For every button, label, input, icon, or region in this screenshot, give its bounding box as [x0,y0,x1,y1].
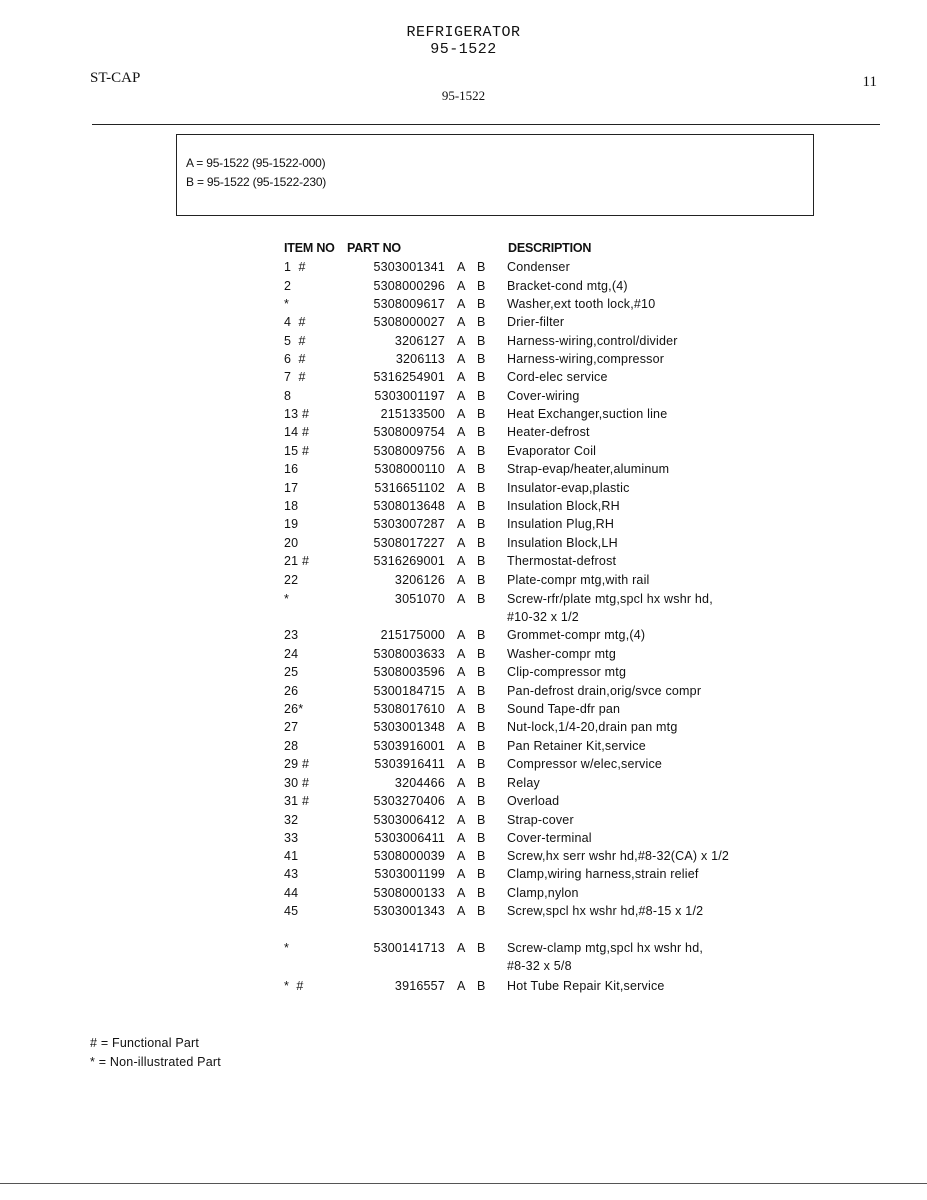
description-cell: Relay [507,776,540,790]
model-a-flag: A [457,776,466,790]
model-a-flag: A [457,444,466,458]
model-a-flag: A [457,794,466,808]
model-a-flag: A [457,904,466,918]
model-b-flag: B [477,776,486,790]
model-key-b: B = 95-1522 (95-1522-230) [186,175,327,189]
description-cell: Hot Tube Repair Kit,service [507,979,665,993]
table-row [0,370,927,388]
part-no-cell: 3051070 [394,592,445,606]
item-no-cell: 22 [284,573,299,587]
legend-non-illustrated-part: * = Non-illustrated Part [90,1055,221,1069]
description-cell: Washer-compr mtg [507,647,617,661]
part-no-cell: 5303916001 [373,739,445,753]
description-cell: Screw-clamp mtg,spcl hx wshr hd, [507,941,704,955]
table-row [0,867,927,885]
model-b-flag: B [477,904,486,918]
description-cell-continued: #8-32 x 5/8 [507,959,572,973]
item-no-cell: 28 [284,739,299,753]
item-no-cell: 13 # [284,407,310,421]
model-a-flag: A [457,481,466,495]
item-no-cell: 27 [284,720,299,734]
model-b-flag: B [477,279,486,293]
model-a-flag: A [457,334,466,348]
model-b-flag: B [477,573,486,587]
model-b-flag: B [477,867,486,881]
table-row [0,315,927,333]
part-no-cell: 3204466 [394,776,445,790]
table-row [0,444,927,462]
description-cell-continued: #10-32 x 1/2 [507,610,579,624]
column-header-part-no: PART NO [347,241,401,255]
table-row [0,794,927,812]
part-no-cell: 5303006412 [373,813,445,827]
part-no-cell: 5300141713 [373,941,445,955]
model-a-flag: A [457,536,466,550]
table-row [0,904,927,922]
model-b-flag: B [477,684,486,698]
table-row [0,647,927,665]
part-no-cell: 3206127 [394,334,445,348]
model-a-flag: A [457,462,466,476]
description-cell: Strap-cover [507,813,574,827]
table-row [0,628,927,646]
item-no-cell: 30 # [284,776,310,790]
item-no-cell: * [284,297,290,311]
description-cell: Compressor w/elec,service [507,757,663,771]
model-b-flag: B [477,794,486,808]
model-a-flag: A [457,554,466,568]
table-row [0,389,927,407]
model-a-flag: A [457,867,466,881]
item-no-cell: 7 # [284,370,306,384]
part-no-cell: 5303001348 [373,720,445,734]
part-no-cell: 5303001199 [374,867,445,881]
model-b-flag: B [477,979,486,993]
description-cell: Insulator-evap,plastic [507,481,630,495]
description-cell: Clamp,nylon [507,886,579,900]
table-row [0,481,927,499]
table-row [0,776,927,794]
item-no-cell: 25 [284,665,299,679]
item-no-cell: 41 [284,849,299,863]
description-cell: Insulation Plug,RH [507,517,615,531]
item-no-cell: 23 [284,628,299,642]
item-no-cell: 19 [284,517,299,531]
column-header-description: DESCRIPTION [508,241,592,255]
part-no-cell: 5316651102 [374,481,445,495]
model-b-flag: B [477,665,486,679]
item-no-cell: 15 # [284,444,310,458]
description-cell: Heater-defrost [507,425,590,439]
description-cell: Clamp,wiring harness,strain relief [507,867,699,881]
description-cell: Nut-lock,1/4-20,drain pan mtg [507,720,678,734]
part-no-cell: 5303270406 [373,794,445,808]
table-row [0,941,927,973]
item-no-cell: 2 [284,279,292,293]
model-b-flag: B [477,941,486,955]
model-a-flag: A [457,739,466,753]
part-no-cell: 5316254901 [373,370,445,384]
description-cell: Cover-terminal [507,831,592,845]
footer-divider [0,1183,927,1184]
section-code: ST-CAP [90,70,141,86]
description-cell: Screw,hx serr wshr hd,#8-32(CA) x 1/2 [507,849,730,863]
part-no-cell: 5308017227 [373,536,445,550]
part-no-cell: 215175000 [380,628,445,642]
model-b-flag: B [477,370,486,384]
part-no-cell: 5300184715 [373,684,445,698]
part-no-cell: 5308000110 [374,462,445,476]
table-row [0,720,927,738]
item-no-cell: 29 # [284,757,310,771]
part-no-cell: 5303006411 [374,831,445,845]
item-no-cell: 4 # [284,315,306,329]
table-row [0,499,927,517]
model-b-flag: B [477,554,486,568]
part-no-cell: 5308017610 [373,702,445,716]
part-no-cell: 5308003633 [373,647,445,661]
table-row [0,979,927,997]
part-no-cell: 3916557 [394,979,445,993]
item-no-cell: 44 [284,886,299,900]
item-no-cell: 16 [284,462,299,476]
description-cell: Screw-rfr/plate mtg,spcl hx wshr hd, [507,592,713,606]
description-cell: Harness-wiring,compressor [507,352,665,366]
model-b-flag: B [477,757,486,771]
table-row [0,462,927,480]
model-b-flag: B [477,849,486,863]
table-row [0,352,927,370]
table-row [0,757,927,775]
model-a-flag: A [457,260,466,274]
model-a-flag: A [457,573,466,587]
table-row [0,554,927,572]
description-cell: Strap-evap/heater,aluminum [507,462,670,476]
table-row [0,665,927,683]
table-row [0,425,927,443]
description-cell: Clip-compressor mtg [507,665,627,679]
model-b-flag: B [477,831,486,845]
table-row [0,739,927,757]
description-cell: Washer,ext tooth lock,#10 [507,297,656,311]
model-a-flag: A [457,702,466,716]
part-no-cell: 5308000039 [373,849,445,863]
column-header-item-no: ITEM NO [284,241,335,255]
model-b-flag: B [477,481,486,495]
model-a-flag: A [457,647,466,661]
model-a-flag: A [457,886,466,900]
item-no-cell: * [284,941,290,955]
description-cell: Grommet-compr mtg,(4) [507,628,646,642]
model-a-flag: A [457,813,466,827]
table-row [0,407,927,425]
item-no-cell: 21 # [284,554,310,568]
part-no-cell: 215133500 [380,407,445,421]
part-no-cell: 5308009754 [373,425,445,439]
model-b-flag: B [477,444,486,458]
description-cell: Overload [507,794,560,808]
model-b-flag: B [477,425,486,439]
part-no-cell: 3206113 [395,352,445,366]
model-a-flag: A [457,831,466,845]
part-no-cell: 5303001341 [373,260,445,274]
model-b-flag: B [477,628,486,642]
model-b-flag: B [477,297,486,311]
model-b-flag: B [477,739,486,753]
model-a-flag: A [457,517,466,531]
description-cell: Insulation Block,LH [507,536,618,550]
document-subtitle: 95-1522 [430,41,497,58]
model-a-flag: A [457,941,466,955]
model-b-flag: B [477,407,486,421]
model-b-flag: B [477,499,486,513]
model-a-flag: A [457,757,466,771]
description-cell: Cover-wiring [507,389,580,403]
part-no-cell: 5308000027 [373,315,445,329]
item-no-cell: 14 # [284,425,310,439]
table-row [0,849,927,867]
model-b-flag: B [477,315,486,329]
model-b-flag: B [477,462,486,476]
model-b-flag: B [477,389,486,403]
legend-functional-part: # = Functional Part [90,1036,200,1050]
model-a-flag: A [457,979,466,993]
model-b-flag: B [477,720,486,734]
description-cell: Screw,spcl hx wshr hd,#8-15 x 1/2 [507,904,704,918]
item-no-cell: 6 # [284,352,306,366]
description-cell: Sound Tape-dfr pan [507,702,621,716]
part-no-cell: 5308009756 [373,444,445,458]
model-b-flag: B [477,813,486,827]
table-row [0,573,927,591]
model-a-flag: A [457,499,466,513]
model-a-flag: A [457,665,466,679]
description-cell: Pan Retainer Kit,service [507,739,646,753]
part-no-cell: 5308000133 [373,886,445,900]
description-cell: Condenser [507,260,570,274]
description-cell: Evaporator Coil [507,444,597,458]
description-cell: Drier-filter [507,315,565,329]
model-b-flag: B [477,702,486,716]
item-no-cell: * [284,592,290,606]
model-b-flag: B [477,536,486,550]
description-cell: Plate-compr mtg,with rail [507,573,650,587]
model-a-flag: A [457,684,466,698]
table-row [0,592,927,624]
item-no-cell: * # [284,979,304,993]
part-no-cell: 5308013648 [373,499,445,513]
model-a-flag: A [457,389,466,403]
description-cell: Heat Exchanger,suction line [507,407,668,421]
model-b-flag: B [477,592,486,606]
item-no-cell: 33 [284,831,299,845]
description-cell: Pan-defrost drain,orig/svce compr [507,684,702,698]
model-a-flag: A [457,315,466,329]
model-b-flag: B [477,352,486,366]
model-a-flag: A [457,849,466,863]
model-a-flag: A [457,370,466,384]
model-b-flag: B [477,886,486,900]
model-a-flag: A [457,628,466,642]
item-no-cell: 43 [284,867,299,881]
model-a-flag: A [457,407,466,421]
item-no-cell: 31 # [284,794,310,808]
document-title: REFRIGERATOR [406,24,521,41]
table-row [0,831,927,849]
model-key-a: A = 95-1522 (95-1522-000) [186,156,326,170]
part-no-cell: 5303007287 [373,517,445,531]
model-b-flag: B [477,517,486,531]
table-row [0,684,927,702]
description-cell: Insulation Block,RH [507,499,620,513]
description-cell: Thermostat-defrost [507,554,617,568]
page-number: 11 [862,74,877,90]
table-row [0,297,927,315]
model-a-flag: A [457,352,466,366]
model-a-flag: A [457,425,466,439]
table-row [0,279,927,297]
model-a-flag: A [457,720,466,734]
part-no-cell: 5308003596 [373,665,445,679]
item-no-cell: 1 # [284,260,306,274]
part-no-cell: 5308009617 [373,297,445,311]
model-b-flag: B [477,334,486,348]
part-no-cell: 5303001197 [374,389,445,403]
part-no-cell: 5303001343 [373,904,445,918]
table-row [0,260,927,278]
model-number: 95-1522 [441,88,486,103]
table-row [0,886,927,904]
item-no-cell: 8 [284,389,292,403]
item-no-cell: 26* [284,702,304,716]
part-no-cell: 5308000296 [373,279,445,293]
model-a-flag: A [457,297,466,311]
model-b-flag: B [477,260,486,274]
item-no-cell: 32 [284,813,299,827]
item-no-cell: 20 [284,536,299,550]
item-no-cell: 26 [284,684,299,698]
description-cell: Harness-wiring,control/divider [507,334,678,348]
model-a-flag: A [457,279,466,293]
part-no-cell: 3206126 [394,573,445,587]
table-row [0,536,927,554]
description-cell: Bracket-cond mtg,(4) [507,279,628,293]
model-b-flag: B [477,647,486,661]
description-cell: Cord-elec service [507,370,608,384]
part-no-cell: 5303916411 [374,757,445,771]
item-no-cell: 5 # [284,334,306,348]
item-no-cell: 45 [284,904,299,918]
table-row [0,517,927,535]
table-row [0,702,927,720]
model-a-flag: A [457,592,466,606]
part-no-cell: 5316269001 [373,554,445,568]
item-no-cell: 18 [284,499,299,513]
item-no-cell: 24 [284,647,299,661]
table-row [0,813,927,831]
table-row [0,334,927,352]
item-no-cell: 17 [284,481,299,495]
